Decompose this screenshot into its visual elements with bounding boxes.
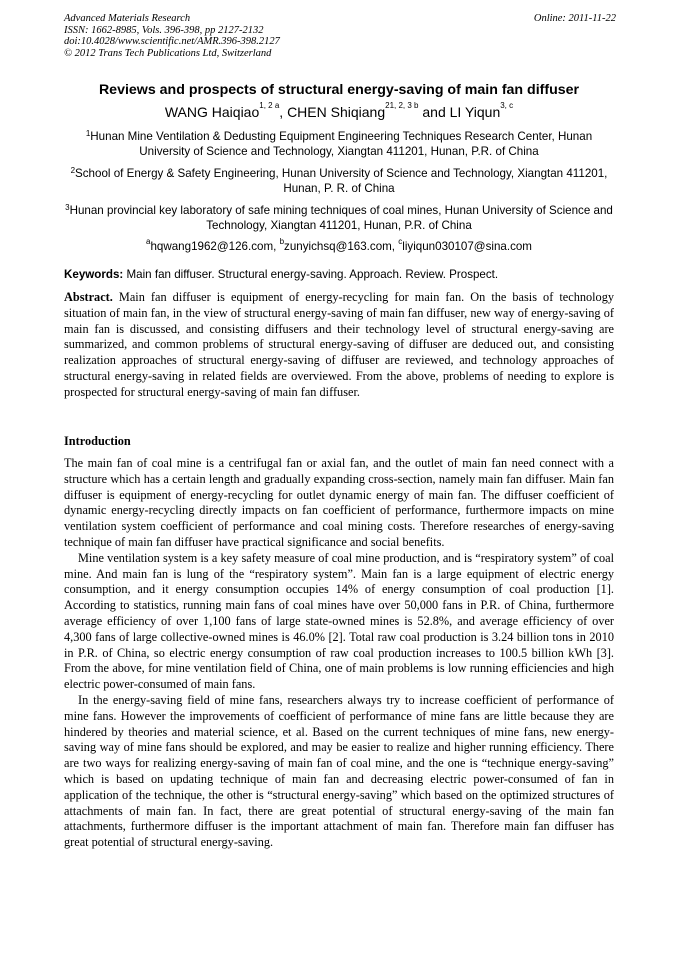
- keywords-text: Main fan diffuser. Structural energy-saving. Approach. Review. Prospect.: [123, 268, 499, 281]
- introduction-body: [64, 456, 614, 851]
- paragraph: In the energy-saving field of mine fans, researchers always try to increase coefficient of performance of mine fans. However the improvements of coefficient of performance of mine fans are little because they are hindered by theories and material science, et al. Based on the current techniques of mine fans, new energy-saving way of mine fans should be explored, and may be easier to realize and higher running efficiency. There are two ways for realizing energy-saving of main fan of coal mine, and the one is “technique energy-saving” which is based on updating technique of main fan and decreasing electric power-consumed of fan in application of the technique, the other is “structural energy-saving” which based on the optimized structures of attachments of main fan. In fact, there are great potential of structural energy-saving of the main fan attachments, furthermore diffuser is the important attachment of main fan. Therefore main fan diffuser has great potential of structural energy-saving.: [64, 692, 614, 850]
- abstract-label: Abstract.: [64, 290, 113, 304]
- author-sup: 3, c: [500, 101, 514, 110]
- keywords-label: Keywords:: [64, 268, 124, 281]
- author-sup: 21, 2, 3 b: [385, 101, 419, 110]
- affiliation-sup: 1: [85, 129, 91, 138]
- affiliation-text: Hunan provincial key laboratory of safe mining techniques of coal mines, Hunan University of Science and Technology, Xiangtan 411201, Hunan, P.R. of China: [69, 204, 613, 233]
- affiliation: [60, 203, 618, 234]
- email-line: [0, 237, 678, 253]
- issn-line: ISSN: 1662-8985, Vols. 396-398, pp 2127-2132: [64, 24, 264, 36]
- email-sup: b: [279, 237, 285, 246]
- abstract-text: Main fan diffuser is equipment of energy-recycling for main fan. On the basis of technology situation of main fan, in the view of structural energy-saving of main fan diffuser, new way of energy-saving of main fan is discussed, and consisting diffusers and their technology level of structural energy-saving are summarized, and common problems of structural energy-saving of diffuser are deduced out, and consisting realization approaches of structural energy-saving of diffuser are reviewed, and technology approaches of structural energy-saving in related fields are overviewed. From the above, problems of needing to explore is prospected for structural energy-saving of main fan diffuser.: [64, 290, 614, 399]
- abstract: [64, 290, 614, 401]
- author-name: CHEN Shiqiang: [287, 104, 386, 120]
- author-name: LI Yiqun: [449, 104, 501, 120]
- author-separator: ,: [279, 104, 288, 120]
- author-separator: and: [418, 104, 450, 120]
- affiliation-text: Hunan Mine Ventilation & Dedusting Equipment Engineering Techniques Research Center, Hunan University of Science and Technology, Xiangtan 411201, Hunan, P.R. of China: [90, 130, 593, 159]
- author-name: WANG Haiqiao: [164, 104, 260, 120]
- paragraph: Mine ventilation system is a key safety measure of coal mine production, and is “respiratory system” of coal mine. And main fan is lung of the “respiratory system”. Main fan is a large equipment of electric energy consumption, and it energy consumption occupies 14% of energy consumption of coal production [1]. According to statistics, running main fans of coal mines have over 50,000 fans in P.R. of China, furthermore average efficiency of over 1,100 fans of large state-owned mines is 52.8%, and average efficiency of over 4,300 fans of large collective-owned mines is 46.0% [2]. Total raw coal production is 3.24 billion tons in 2010 in P.R. of China, so electric energy consumption of raw coal production increases to 100.5 billion kWh [3]. From the above, for mine ventilation field of China, one of main problems is low running efficiencies and high electric power-consumed of main fans.: [64, 550, 614, 692]
- affiliation-text: School of Energy & Safety Engineering, Hunan University of Science and Technology, Xiangtan 411201, Hunan, P. R. of China: [75, 167, 608, 196]
- paragraph: The main fan of coal mine is a centrifugal fan or axial fan, and the outlet of main fan need connect with a structure which has a certain length and gradually expanding cross-section, namely main fan diffuser. Main fan diffuser is equipment of energy-recycling for outlet dynamic energy of main fan. The diffuser coefficient of dynamic energy-recycling directly impacts on fan coefficient of performance, furthermore impacts on mine ventilation system coefficient of performance and coal mining costs. Therefore researches of energy-saving technique of main fan diffuser have practical significance and social benefits.: [64, 456, 614, 549]
- journal-name: Advanced Materials Research: [64, 13, 191, 24]
- email-sup: a: [146, 237, 151, 246]
- journal-header: [64, 13, 280, 59]
- email-address: zunyichsq@163.com,: [284, 240, 399, 253]
- keywords: [64, 268, 624, 281]
- affiliation-sup: 3: [65, 203, 70, 212]
- paper-title: Reviews and prospects of structural energy-saving of main fan diffuser: [98, 82, 580, 98]
- affiliation: [60, 129, 618, 160]
- doi-line: doi:10.4028/www.scientific.net/AMR.396-398.2127: [64, 36, 280, 48]
- affiliation: [60, 166, 618, 197]
- email-sup: c: [398, 237, 403, 246]
- affiliation-sup: 2: [70, 166, 76, 175]
- author-list: [0, 101, 678, 120]
- email-address: hqwang1962@126.com,: [150, 240, 280, 253]
- online-date: Online: 2011-11-22: [533, 13, 616, 24]
- email-address: liyiqun030107@sina.com: [402, 240, 532, 253]
- copyright-line: © 2012 Trans Tech Publications Ltd, Switzerland: [64, 47, 272, 59]
- author-sup: 1, 2 a: [259, 101, 280, 110]
- section-heading: Introduction: [64, 434, 131, 448]
